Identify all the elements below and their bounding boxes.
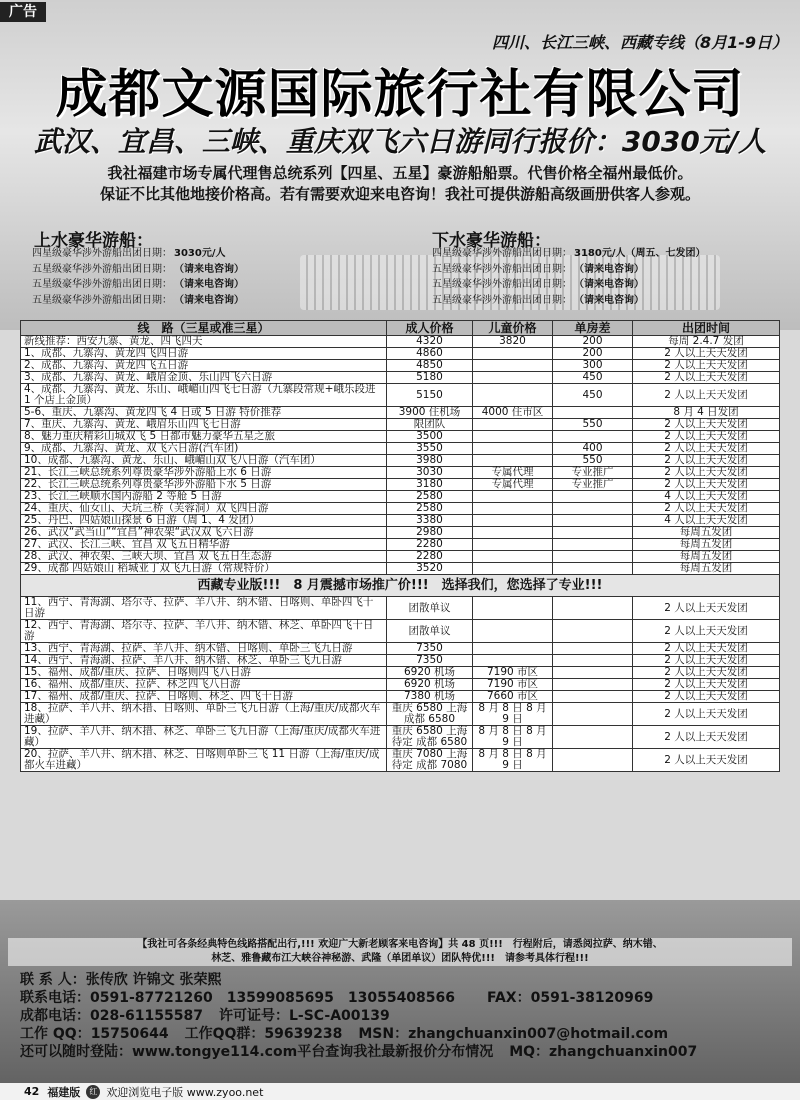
upstream-row [32, 277, 372, 293]
departure-schedule: 2 人以上天天发团 [633, 372, 780, 384]
col-header-adult: 成人价格 [387, 321, 473, 336]
row-label: 四星级豪华涉外游船出团日期： [432, 248, 572, 259]
table-row [21, 679, 780, 691]
child-price: 7190 市区 [473, 679, 553, 691]
departure-schedule: 每周五发团 [633, 563, 780, 575]
adult-price: 2280 [387, 551, 473, 563]
row-label: 五星级豪华涉外游船出团日期： [32, 294, 172, 306]
route-name: 14、西宁、青海湖、拉萨、羊八井、纳木错、林芝、单卧三飞九日游 [21, 655, 387, 667]
child-price [473, 431, 553, 443]
single-supplement [553, 667, 633, 679]
col-header-single: 单房差 [553, 321, 633, 336]
route-name: 28、武汉、神农架、三峡大坝、宜昌 双飞五日生态游 [21, 551, 387, 563]
footer-tagline: 欢迎浏览电子版 www.zyoo.net [106, 1085, 264, 1099]
subhead: 四川、长江三峡、西藏专线（8月1-9日） [491, 33, 788, 52]
departure-schedule: 2 人以上天天发团 [633, 703, 780, 726]
table-row [21, 384, 780, 407]
departure-schedule: 每周五发团 [633, 527, 780, 539]
departure-schedule: 2 人以上天天发团 [633, 620, 780, 643]
table-row [21, 726, 780, 749]
child-price [473, 372, 553, 384]
route-name: 3、成都、九寨沟、黄龙、峨眉金顶、乐山四飞六日游 [21, 372, 387, 384]
child-price: 8 月 8 日 8 月 9 日 [473, 703, 553, 726]
row-label: 五星级豪华涉外游船出团日期： [32, 279, 172, 290]
row-label: 五星级豪华涉外游船出团日期： [32, 263, 172, 275]
adult-price: 6920 机场 [387, 667, 473, 679]
route-name: 23、长江三峡顺水国内游船 2 等舱 5 日游 [21, 491, 387, 503]
single-supplement [553, 539, 633, 551]
contact-row [20, 989, 790, 1007]
row-label: 五星级豪华涉外游船出团日期： [432, 279, 572, 290]
child-price: 8 月 8 日 8 月 9 日 [473, 749, 553, 772]
upstream-row [32, 293, 372, 309]
adult-price: 4320 [387, 336, 473, 348]
child-price [473, 491, 553, 503]
route-name: 18、拉萨、羊八井、纳木措、日喀则、单卧三飞九日游（上海/重庆/成都火车进藏） [21, 703, 387, 726]
upstream-row [32, 262, 372, 278]
departure-schedule: 每周 2.4.7 发团 [633, 336, 780, 348]
child-price [473, 563, 553, 575]
route-name: 4、成都、九寨沟、黄龙、乐山、峨嵋山四飞七日游（九寨段常规+峨乐段进 1 个店上金顶） [21, 384, 387, 407]
row-label: 四星级豪华涉外游船出团日期： [32, 248, 172, 259]
route-name: 19、拉萨、羊八井、纳木措、林芝、单卧三飞九日游（上海/重庆/成都火车进藏） [21, 726, 387, 749]
single-supplement [553, 679, 633, 691]
adult-price: 4850 [387, 360, 473, 372]
child-price [473, 360, 553, 372]
adult-price: 5150 [387, 384, 473, 407]
single-supplement [553, 527, 633, 539]
adult-price: 3520 [387, 563, 473, 575]
table-row [21, 372, 780, 384]
child-price [473, 643, 553, 655]
single-supplement: 200 [553, 336, 633, 348]
col-header-child: 儿童价格 [473, 321, 553, 336]
contact-block [20, 971, 790, 1061]
intro-line: 我社福建市场专属代理售总统系列【四星、五星】豪游船船票。代售价格全福州最低价。 [107, 164, 693, 182]
table-row [21, 551, 780, 563]
table-row [21, 597, 780, 620]
departure-schedule: 2 人以上天天发团 [633, 455, 780, 467]
company-name: 成都文源国际旅行社有限公司 [55, 64, 745, 125]
departure-schedule: 2 人以上天天发团 [633, 443, 780, 455]
child-price [473, 620, 553, 643]
row-value: （请来电咨询） [574, 279, 644, 290]
col-header-departure: 出团时间 [633, 321, 780, 336]
single-supplement: 550 [553, 419, 633, 431]
single-supplement: 400 [553, 443, 633, 455]
ad-tag: 广告 [0, 2, 46, 22]
adult-price: 7350 [387, 643, 473, 655]
single-supplement: 300 [553, 360, 633, 372]
adult-price: 2280 [387, 539, 473, 551]
route-name: 24、重庆、仙女山、天坑三桥（芙蓉洞）双飞四日游 [21, 503, 387, 515]
downstream-list [432, 246, 792, 308]
child-price: 7190 市区 [473, 667, 553, 679]
intro [8, 163, 792, 205]
adult-price: 6920 机场 [387, 679, 473, 691]
adult-price: 重庆 7080 上海待定 成都 7080 [387, 749, 473, 772]
departure-schedule: 2 人以上天天发团 [633, 479, 780, 491]
single-supplement [553, 431, 633, 443]
row-value: （请来电咨询） [174, 294, 244, 306]
departure-schedule: 2 人以上天天发团 [633, 667, 780, 679]
child-price [473, 539, 553, 551]
upstream-row [32, 246, 372, 262]
child-price: 8 月 8 日 8 月 9 日 [473, 726, 553, 749]
adult-price: 3030 [387, 467, 473, 479]
col-header-route: 线 路（三星或准三星） [21, 321, 387, 336]
adult-price: 3550 [387, 443, 473, 455]
route-name: 新线推荐：西安九寨、黄龙、四飞四天 [21, 336, 387, 348]
adult-price: 2580 [387, 503, 473, 515]
single-supplement [553, 703, 633, 726]
row-value: （请来电咨询） [574, 294, 644, 306]
downstream-row [432, 262, 792, 278]
route-name: 5-6、重庆、九寨沟、黄龙四飞 4 日或 5 日游 特价推荐 [21, 407, 387, 419]
table-row [21, 455, 780, 467]
table-row [21, 348, 780, 360]
adult-price: 3500 [387, 431, 473, 443]
single-supplement [553, 655, 633, 667]
downstream-row [432, 246, 792, 262]
table-row [21, 503, 780, 515]
table-row [21, 620, 780, 643]
departure-schedule: 2 人以上天天发团 [633, 431, 780, 443]
departure-schedule: 2 人以上天天发团 [633, 749, 780, 772]
single-supplement: 专业推广 [553, 479, 633, 491]
adult-price: 限团队 [387, 419, 473, 431]
child-price: 专属代理 [473, 479, 553, 491]
table-row [21, 467, 780, 479]
contact-persons: 张传欣 许锦文 张荣熙 [85, 972, 222, 988]
departure-schedule: 8 月 4 日发团 [633, 407, 780, 419]
adult-price: 3380 [387, 515, 473, 527]
table-row [21, 443, 780, 455]
route-name: 7、重庆、九寨沟、黄龙、峨眉乐山四飞七日游 [21, 419, 387, 431]
child-price [473, 655, 553, 667]
child-price: 4000 住市区 [473, 407, 553, 419]
publication-logo-icon: 红 [86, 1085, 100, 1099]
route-name: 20、拉萨、羊八井、纳木措、林芝、日喀则单卧三飞 11 日游（上海/重庆/成都火车进藏） [21, 749, 387, 772]
row-value: 3180元/人（周五、七发团） [574, 248, 706, 259]
single-supplement: 450 [553, 384, 633, 407]
slogan: 武汉、宜昌、三峡、重庆双飞六日游同行报价：3030元/人 [33, 125, 767, 158]
table-header-row [21, 321, 780, 336]
child-price [473, 503, 553, 515]
table-row [21, 515, 780, 527]
adult-price: 2980 [387, 527, 473, 539]
child-price [473, 419, 553, 431]
qq-label: 工作 QQ： [20, 1026, 91, 1042]
route-name: 1、成都、九寨沟、黄龙四飞四日游 [21, 348, 387, 360]
table-row [21, 691, 780, 703]
adult-price: 7380 机场 [387, 691, 473, 703]
intro-line: 保证不比其他地接价格高。若有需要欢迎来电咨询！我社可提供游船高级画册供客人参观。 [99, 185, 700, 203]
child-price [473, 527, 553, 539]
upstream-list [32, 246, 372, 308]
single-supplement [553, 620, 633, 643]
table-row [21, 749, 780, 772]
adult-price: 重庆 6580 上海 成都 6580 [387, 703, 473, 726]
child-price [473, 455, 553, 467]
single-supplement [553, 643, 633, 655]
single-supplement: 200 [553, 348, 633, 360]
downstream-row [432, 277, 792, 293]
phone-numbers: 0591-87721260 13599085695 13055408566 [90, 990, 456, 1006]
adult-price: 3980 [387, 455, 473, 467]
adult-price: 5180 [387, 372, 473, 384]
contact-row [20, 1025, 790, 1043]
route-name: 9、成都、九寨沟、黄龙、双飞六日游(汽车团) [21, 443, 387, 455]
upstream-title: 上水豪华游船： [34, 231, 153, 251]
table-row [21, 655, 780, 667]
contact-row [20, 1007, 790, 1025]
page-number: 42 [24, 1085, 40, 1098]
single-supplement: 550 [553, 455, 633, 467]
row-value: （请来电咨询） [574, 263, 644, 275]
departure-schedule: 每周五发团 [633, 551, 780, 563]
single-supplement [553, 563, 633, 575]
child-price [473, 597, 553, 620]
departure-schedule: 2 人以上天天发团 [633, 691, 780, 703]
single-supplement [553, 691, 633, 703]
table-row [21, 431, 780, 443]
downstream-row [432, 293, 792, 309]
child-price [473, 348, 553, 360]
tibet-banner: 西藏专业版!!! 8 月震撼市场推广价!!! 选择我们，您选择了专业!!! [21, 575, 780, 597]
tibet-banner-row [21, 575, 780, 597]
single-supplement [553, 407, 633, 419]
adult-price: 团散单议 [387, 597, 473, 620]
license-number: 许可证号：L-SC-A00139 [218, 1008, 390, 1024]
row-value: （请来电咨询） [174, 279, 244, 290]
adult-price: 4860 [387, 348, 473, 360]
departure-schedule: 2 人以上天天发团 [633, 597, 780, 620]
single-supplement: 专业推广 [553, 467, 633, 479]
departure-schedule: 2 人以上天天发团 [633, 419, 780, 431]
contact-person-label: 联 系 人： [20, 972, 86, 988]
departure-schedule: 2 人以上天天发团 [633, 726, 780, 749]
row-label: 五星级豪华涉外游船出团日期： [432, 263, 572, 275]
contact-row [20, 971, 790, 989]
downstream-title: 下水豪华游船： [432, 231, 551, 251]
route-name: 8、魅力重庆精彩山城双飞 5 日都市魅力豪华五星之旅 [21, 431, 387, 443]
child-price [473, 515, 553, 527]
row-label: 五星级豪华涉外游船出团日期： [432, 294, 572, 306]
departure-schedule: 4 人以上天天发团 [633, 515, 780, 527]
departure-schedule: 2 人以上天天发团 [633, 348, 780, 360]
row-value: （请来电咨询） [174, 263, 244, 275]
departure-schedule: 2 人以上天天发团 [633, 360, 780, 372]
single-supplement [553, 491, 633, 503]
child-price [473, 551, 553, 563]
child-price [473, 384, 553, 407]
qq-number: 15750644 [90, 1026, 169, 1042]
chengdu-phone-label: 成都电话： [20, 1008, 90, 1024]
departure-schedule: 4 人以上天天发团 [633, 491, 780, 503]
route-name: 10、成都、九寨沟、黄龙、乐山、峨嵋山双飞八日游（汽车团） [21, 455, 387, 467]
single-supplement: 450 [553, 372, 633, 384]
child-price [473, 443, 553, 455]
notice [8, 938, 792, 966]
route-name: 26、武汉“武当山”“宜昌”神农架“武汉双飞六日游 [21, 527, 387, 539]
adult-price: 3180 [387, 479, 473, 491]
contact-row [20, 1043, 790, 1061]
single-supplement [553, 726, 633, 749]
departure-schedule: 2 人以上天天发团 [633, 384, 780, 407]
page-footer [0, 1083, 800, 1100]
single-supplement [553, 597, 633, 620]
notice-line: 林芝、雅鲁藏布江大峡谷神秘游、武隆（单团单议）团队特优!!! 请参考具体行程!!! [211, 953, 589, 964]
adult-price: 3900 住机场 [387, 407, 473, 419]
adult-price: 团散单议 [387, 620, 473, 643]
table-row [21, 479, 780, 491]
departure-schedule: 2 人以上天天发团 [633, 503, 780, 515]
route-name: 2、成都、九寨沟、黄龙四飞五日游 [21, 360, 387, 372]
chengdu-phone: 028-61155587 [90, 1008, 203, 1024]
single-supplement [553, 503, 633, 515]
route-name: 17、福州、成都/重庆、拉萨、日喀则、林芝、四飞十日游 [21, 691, 387, 703]
table-row [21, 643, 780, 655]
table-row [21, 563, 780, 575]
route-name: 16、福州、成都/重庆、拉萨、林芝四飞八日游 [21, 679, 387, 691]
departure-schedule: 2 人以上天天发团 [633, 467, 780, 479]
route-name: 15、福州、成都/重庆、拉萨、日喀则四飞八日游 [21, 667, 387, 679]
table-row [21, 527, 780, 539]
route-name: 21、长江三峡总统系列尊贵豪华涉外游船上水 6 日游 [21, 467, 387, 479]
child-price: 专属代理 [473, 467, 553, 479]
notice-line: 【我社可各条经典特色线路搭配出行,!!! 欢迎广大新老顾客来电咨询】共 48 页!!! 行程附后，请悉阅拉萨、纳木错、 [137, 939, 663, 950]
adult-price: 2580 [387, 491, 473, 503]
route-price-table [20, 320, 780, 772]
adult-price: 重庆 6580 上海待定 成都 6580 [387, 726, 473, 749]
table-row [21, 419, 780, 431]
table-row [21, 360, 780, 372]
table-row [21, 539, 780, 551]
child-price: 3820 [473, 336, 553, 348]
table-row [21, 667, 780, 679]
edition-label: 福建版 [47, 1085, 81, 1099]
website-info: 还可以随时登陆：www.tongye114.com平台查询我社最新报价分布情况 [20, 1044, 494, 1060]
table-row [21, 703, 780, 726]
route-name: 29、成都 四姑娘山 稻城亚丁双飞九日游（常规特价） [21, 563, 387, 575]
departure-schedule: 每周五发团 [633, 539, 780, 551]
child-price: 7660 市区 [473, 691, 553, 703]
qq-group: 工作QQ群：59639238 [184, 1026, 343, 1042]
departure-schedule: 2 人以上天天发团 [633, 655, 780, 667]
route-name: 13、西宁、青海湖、拉萨、羊八井、纳木错、日喀则、单卧三飞九日游 [21, 643, 387, 655]
route-name: 27、武汉、长江三峡、宜昌 双飞五日精华游 [21, 539, 387, 551]
table-row [21, 491, 780, 503]
phone-label: 联系电话： [20, 990, 90, 1006]
fax-number: FAX：0591-38120969 [487, 990, 654, 1006]
mq-id: MQ：zhangchuanxin007 [509, 1044, 698, 1060]
row-value: 3030元/人 [174, 248, 226, 259]
departure-schedule: 2 人以上天天发团 [633, 643, 780, 655]
route-name: 12、西宁、青海湖、塔尔寺、拉萨、羊八井、纳木错、林芝、单卧四飞十日游 [21, 620, 387, 643]
single-supplement [553, 515, 633, 527]
msn-address: MSN：zhangchuanxin007@hotmail.com [358, 1026, 669, 1042]
adult-price: 7350 [387, 655, 473, 667]
departure-schedule: 2 人以上天天发团 [633, 679, 780, 691]
table-row [21, 336, 780, 348]
route-name: 25、丹巴、四姑娘山探景 6 日游（周 1、4 发团） [21, 515, 387, 527]
single-supplement [553, 551, 633, 563]
table-row [21, 407, 780, 419]
route-name: 11、西宁、青海湖、塔尔寺、拉萨、羊八井、纳木错、日喀则、单卧四飞十日游 [21, 597, 387, 620]
single-supplement [553, 749, 633, 772]
route-name: 22、长江三峡总统系列尊贵豪华涉外游船下水 5 日游 [21, 479, 387, 491]
